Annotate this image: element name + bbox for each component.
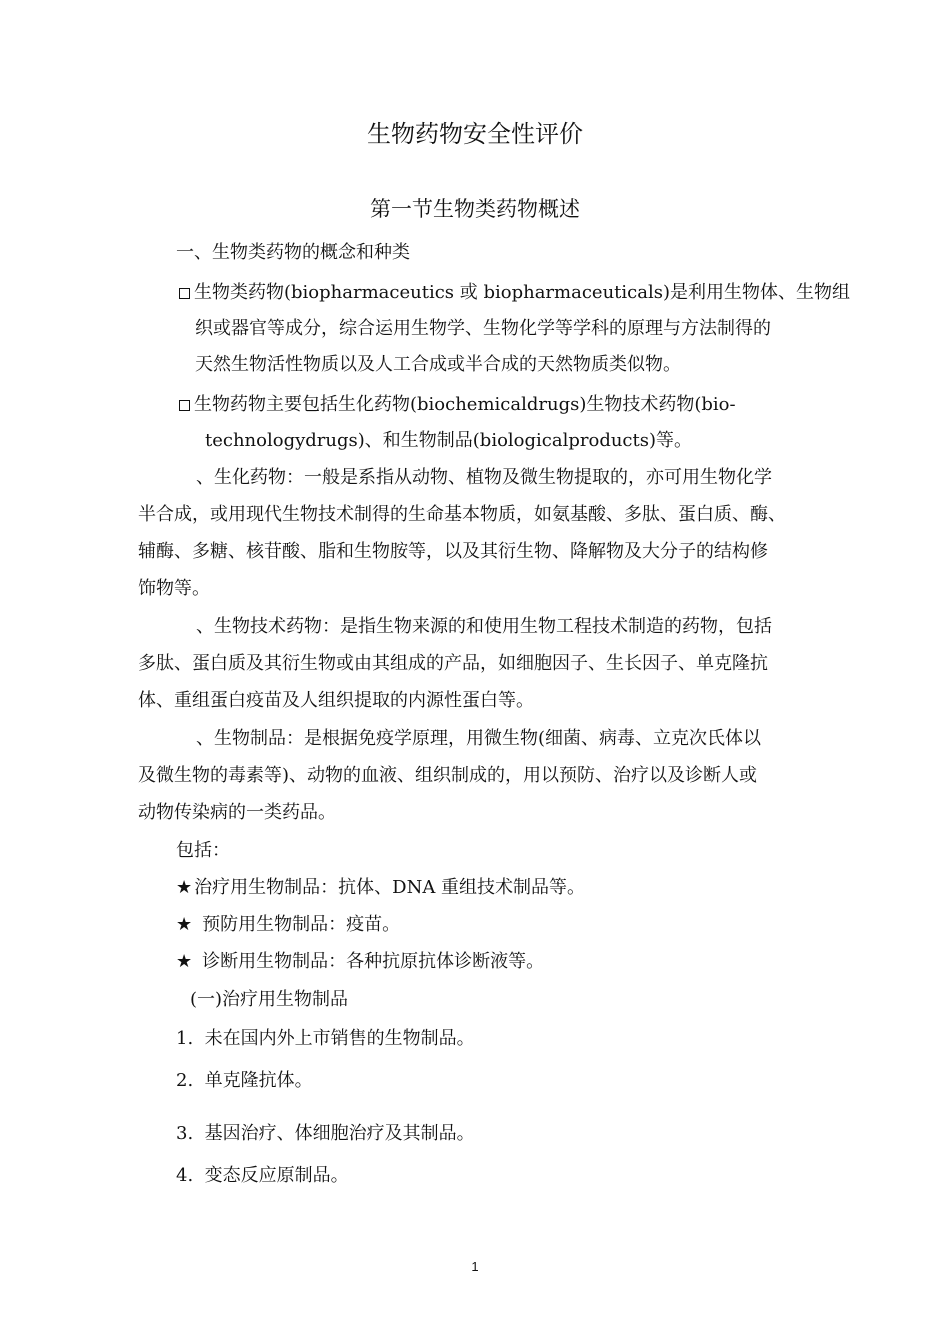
paragraph-line: 饰物等。 [138,578,210,599]
square-bullet-icon [179,288,190,299]
list-number: 1. [176,1028,194,1049]
paragraph-line: 、生物制品：是根据免疫学原理，用微生物(细菌、病毒、立克次氏体以 [196,728,762,749]
star-icon: ★ [176,914,193,935]
star-list-item: ★ 治疗用生物制品：抗体、DNA 重组技术制品等。 [176,877,586,898]
includes-label: 包括： [176,840,230,861]
numbered-list-item: 1. 未在国内外上市销售的生物制品。 [176,1028,475,1049]
list-number: 4. [176,1165,194,1186]
heading-concept-types: 一、生物类药物的概念和种类 [176,242,410,263]
list-number: 3. [176,1123,194,1144]
section-title: 第一节生物类药物概述 [370,197,580,221]
star-list-item: ★ 诊断用生物制品：各种抗原抗体诊断液等。 [176,951,545,972]
paragraph-line: 、生化药物：一般是系指从动物、植物及微生物提取的，亦可用生物化学 [196,467,772,488]
bullet-paragraph-line: 生物类药物(biopharmaceutics 或 biopharmaceuticals)是利用生物体、生物组 [179,281,850,305]
paragraph-line: 体、重组蛋白疫苗及人组织提取的内源性蛋白等。 [138,690,534,711]
bullet-paragraph-line: 织或器官等成分，综合运用生物学、生物化学等学科的原理与方法制得的 [195,318,771,339]
numbered-list-item: 4. 变态反应原制品。 [176,1165,349,1186]
numbered-list-item: 3. 基因治疗、体细胞治疗及其制品。 [176,1123,475,1144]
document-title: 生物药物安全性评价 [367,120,583,148]
bullet-paragraph-line: technologydrugs)、和生物制品(biologicalproducts)等。 [205,430,693,451]
star-list-item: ★ 预防用生物制品：疫苗。 [176,914,401,935]
paragraph-line: 、生物技术药物：是指生物来源的和使用生物工程技术制造的药物，包括 [196,616,772,637]
paragraph-line: 动物传染病的一类药品。 [138,802,336,823]
square-bullet-icon [179,400,190,411]
numbered-list-item: 2. 单克隆抗体。 [176,1070,313,1091]
star-icon: ★ [176,877,193,898]
bullet-paragraph-line: 生物药物主要包括生化药物(biochemicaldrugs)生物技术药物(bio- [179,393,736,417]
page-number: 1 [471,1259,479,1274]
bullet-paragraph-line: 天然生物活性物质以及人工合成或半合成的天然物质类似物。 [195,354,681,375]
paragraph-line: 辅酶、多糖、核苷酸、脂和生物胺等，以及其衍生物、降解物及大分子的结构修 [138,541,768,562]
paragraph-line: 多肽、蛋白质及其衍生物或由其组成的产品，如细胞因子、生长因子、单克隆抗 [138,653,768,674]
list-number: 2. [176,1070,194,1091]
paragraph-line: 半合成，或用现代生物技术制得的生命基本物质，如氨基酸、多肽、蛋白质、酶、 [138,504,786,525]
subheading-therapeutic: (一)治疗用生物制品 [190,989,349,1010]
star-icon: ★ [176,951,193,972]
paragraph-line: 及微生物的毒素等)、动物的血液、组织制成的，用以预防、治疗以及诊断人或 [138,765,758,786]
